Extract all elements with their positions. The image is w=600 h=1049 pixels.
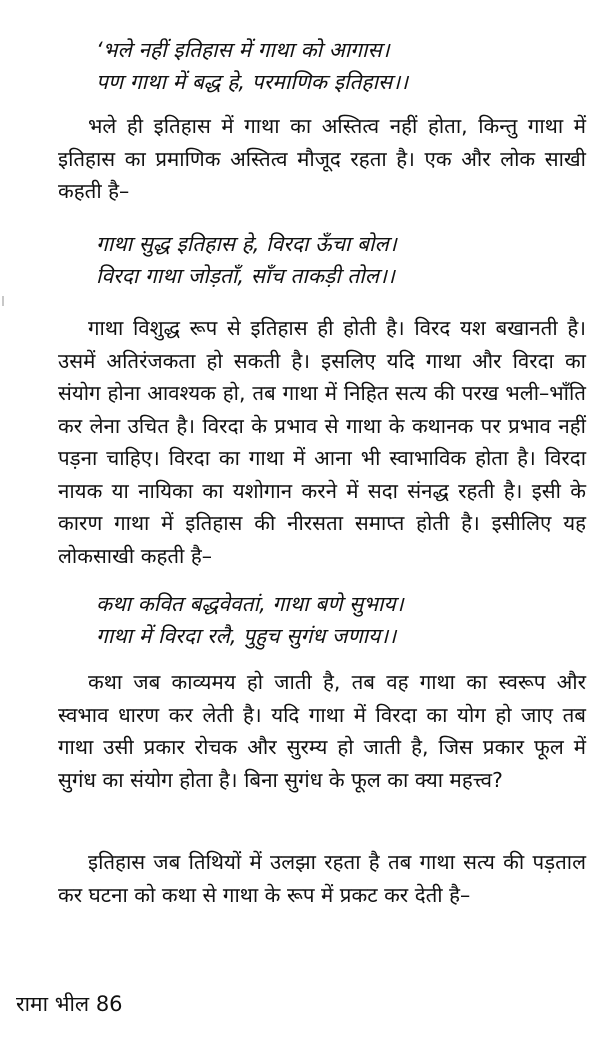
verse-line: गाथा में विरदा रलै, पुहुच सुगंध जणाय।। bbox=[96, 624, 397, 648]
verse-couplet-1 bbox=[96, 34, 586, 98]
verse-line: पण गाथा में बद्ध हे, परमाणिक इतिहास।। bbox=[96, 70, 409, 94]
verse-couplet-3 bbox=[96, 588, 586, 652]
body-paragraph-1: भले ही इतिहास में गाथा का अस्तित्व नहीं होता, किन्तु गाथा में इतिहास का प्रमाणिक अस्तित्व मौजूद रहता है। एक और लोक साखी कहती है– bbox=[58, 114, 586, 203]
body-paragraph-2: गाथा विशुद्ध रूप से इतिहास ही होती है। विरद यश बखानती है। उसमें अतिरंजकता हो सकती है। इसलिए यदि गाथा और विरदा का संयोग होना आवश्यक हो, तब गाथा में निहित सत्य की परख भली–भाँति कर लेना उचित है। विरदा के प्रभाव से गाथा के कथानक पर प्रभाव नहीं पड़ना चाहिए। विरदा का गाथा में आना भी स्वाभाविक होता है। विरदा नायक या नायिका का यशोगान करने में सदा संनद्ध रहती है। इसी के कारण गाथा में इतिहास की नीरसता समाप्त होती है। इसीलिए यह लोकसाखी कहती है– bbox=[58, 316, 586, 568]
body-paragraph-3: कथा जब काव्यमय हो जाती है, तब वह गाथा का स्वरूप और स्वभाव धारण कर लेती है। यदि गाथा में विरदा का योग हो जाए तब गाथा उसी प्रकार रोचक और सुरम्य हो जाती है, जिस प्रकार फूल में सुगंध का संयोग होता है। बिना सुगंध के फूल का क्या महत्त्व? bbox=[58, 670, 586, 792]
verse-line: विरदा गाथा जोड़ताँ, साँच ताकड़ी तोल।। bbox=[96, 264, 395, 288]
margin-mark bbox=[2, 296, 4, 306]
verse-line: ‘भले नहीं इतिहास में गाथा को आगास। bbox=[96, 38, 390, 62]
verse-line: गाथा सुद्ध इतिहास हे, विरदा ऊँचा बोल। bbox=[96, 232, 397, 256]
body-paragraph-4: इतिहास जब तिथियों में उलझा रहता है तब गाथा सत्य की पड़ताल कर घटना को कथा से गाथा के रूप में प्रकट कर देती है– bbox=[58, 850, 586, 907]
page-footer-running-title: रामा भील 86 bbox=[16, 992, 123, 1016]
verse-line: कथा कवित बद्धवेवतां, गाथा बणे सुभाय। bbox=[96, 592, 404, 616]
verse-couplet-2 bbox=[96, 228, 586, 292]
